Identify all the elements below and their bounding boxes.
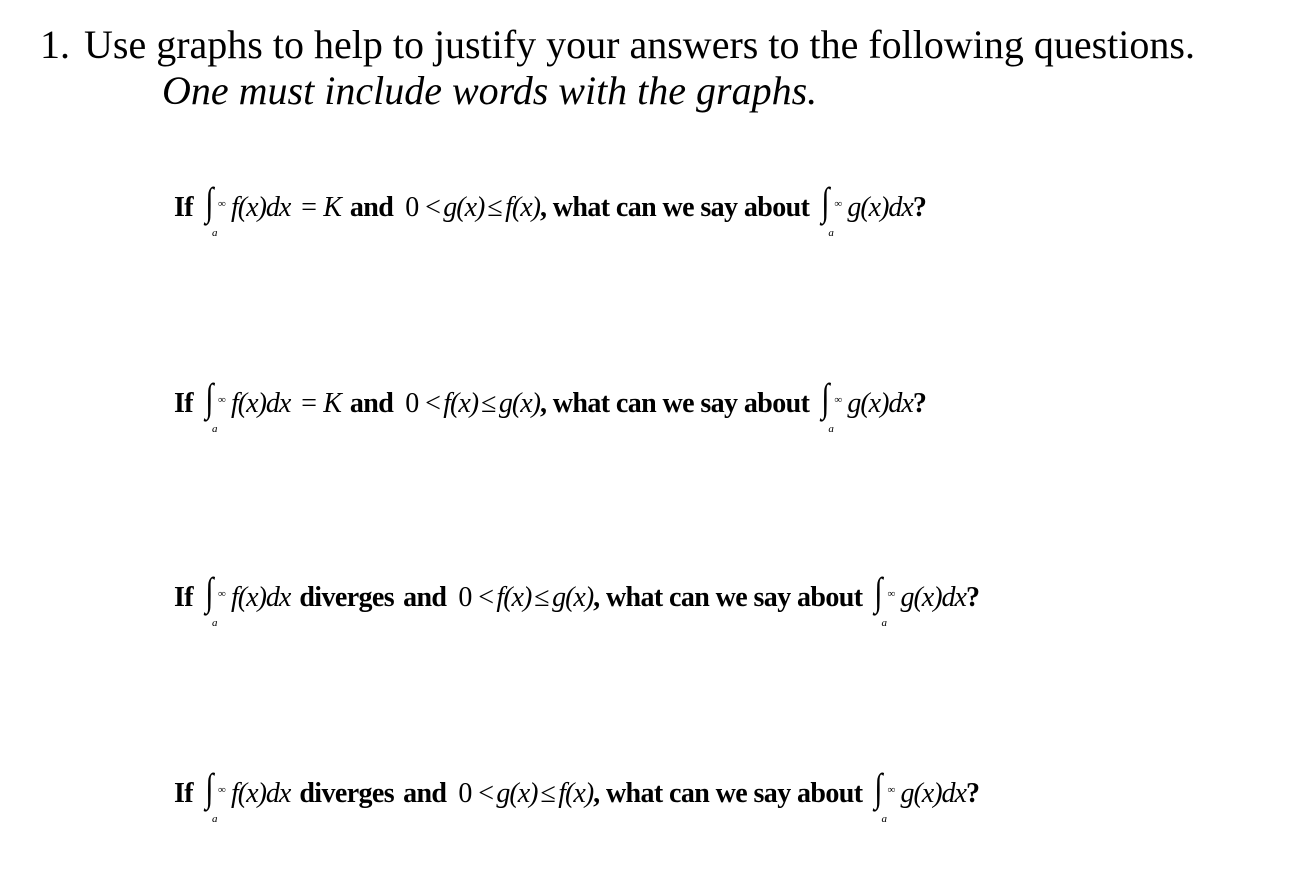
question-item bbox=[174, 569, 980, 629]
integral-sign: ∫ ∞ a bbox=[201, 578, 227, 618]
integrand: f(x)dx bbox=[231, 388, 291, 419]
question-item bbox=[174, 765, 980, 825]
integral-sign: ∫ ∞ a bbox=[201, 384, 227, 424]
integral-upper-limit: ∞ bbox=[887, 784, 895, 796]
inequality-upper: f(x) bbox=[558, 778, 594, 809]
inequality-lower: 0 < bbox=[458, 778, 494, 809]
integral-upper-limit: ∞ bbox=[218, 198, 226, 210]
and-word: and bbox=[349, 192, 394, 223]
question-ask: , what can we say about bbox=[593, 778, 863, 809]
inequality-lower: 0 < bbox=[405, 388, 441, 419]
integrand: f(x)dx bbox=[231, 778, 291, 809]
and-word: and bbox=[349, 388, 394, 419]
target-integrand: g(x)dx bbox=[900, 582, 966, 613]
integral-sign: ∫ ∞ a bbox=[870, 774, 896, 814]
integrand: f(x)dx bbox=[231, 192, 291, 223]
question-heading-text: Use graphs to help to justify your answers to the following questions. bbox=[84, 22, 1195, 67]
integral-sign: ∫ ∞ a bbox=[201, 188, 227, 228]
question-item bbox=[174, 375, 927, 435]
if-word: If bbox=[174, 582, 194, 613]
question-ask: , what can we say about bbox=[539, 192, 810, 223]
inequality-middle: g(x) bbox=[496, 778, 538, 809]
question-mark: ? bbox=[912, 192, 927, 223]
integral-condition: = K bbox=[299, 192, 341, 223]
target-integrand: g(x)dx bbox=[900, 778, 966, 809]
question-ask: , what can we say about bbox=[593, 582, 863, 613]
integral-lower-limit: a bbox=[212, 227, 217, 239]
integral-lower-limit: a bbox=[212, 423, 217, 435]
question-mark: ? bbox=[966, 582, 980, 613]
integral-condition: = K bbox=[299, 388, 341, 419]
integral-lower-limit: a bbox=[828, 227, 834, 239]
question-ask: , what can we say about bbox=[539, 388, 810, 419]
integral-upper-limit: ∞ bbox=[218, 394, 226, 406]
question-mark: ? bbox=[912, 388, 927, 419]
target-integrand: g(x)dx bbox=[847, 388, 913, 419]
target-integrand: g(x)dx bbox=[847, 192, 913, 223]
inequality-lower: 0 < bbox=[458, 582, 494, 613]
if-word: If bbox=[174, 388, 194, 419]
integral-upper-limit: ∞ bbox=[834, 198, 842, 210]
question-mark: ? bbox=[966, 778, 980, 809]
integral-sign: ∫ ∞ a bbox=[870, 578, 896, 618]
integral-upper-limit: ∞ bbox=[218, 588, 226, 600]
integral-sign: ∫ ∞ a bbox=[817, 188, 843, 228]
integral-lower-limit: a bbox=[881, 813, 887, 825]
and-word: and bbox=[403, 778, 447, 809]
integral-lower-limit: a bbox=[828, 423, 834, 435]
integral-upper-limit: ∞ bbox=[834, 394, 842, 406]
inequality-middle: g(x) bbox=[443, 192, 485, 223]
inequality-upper: g(x) bbox=[552, 582, 594, 613]
inequality-upper: f(x) bbox=[505, 192, 540, 223]
integral-condition: diverges bbox=[299, 582, 395, 613]
instruction-subheading: One must include words with the graphs. bbox=[162, 68, 818, 113]
inequality-relation: ≤ bbox=[540, 778, 556, 809]
if-word: If bbox=[174, 778, 194, 809]
integral-lower-limit: a bbox=[212, 617, 217, 629]
integral-lower-limit: a bbox=[881, 617, 887, 629]
integral-lower-limit: a bbox=[212, 813, 217, 825]
integral-sign: ∫ ∞ a bbox=[201, 774, 227, 814]
inequality-relation: ≤ bbox=[481, 388, 496, 419]
integral-sign: ∫ ∞ a bbox=[817, 384, 843, 424]
inequality-lower: 0 < bbox=[405, 192, 441, 223]
integrand: f(x)dx bbox=[231, 582, 291, 613]
if-word: If bbox=[174, 192, 194, 223]
and-word: and bbox=[403, 582, 447, 613]
question-heading bbox=[40, 22, 1195, 68]
integral-upper-limit: ∞ bbox=[218, 784, 226, 796]
integral-condition: diverges bbox=[299, 778, 395, 809]
inequality-relation: ≤ bbox=[487, 192, 503, 223]
inequality-relation: ≤ bbox=[534, 582, 550, 613]
inequality-middle: f(x) bbox=[496, 582, 532, 613]
question-item bbox=[174, 179, 927, 239]
inequality-middle: f(x) bbox=[443, 388, 479, 419]
question-number: 1. bbox=[40, 22, 70, 67]
integral-upper-limit: ∞ bbox=[887, 588, 895, 600]
inequality-upper: g(x) bbox=[498, 388, 540, 419]
